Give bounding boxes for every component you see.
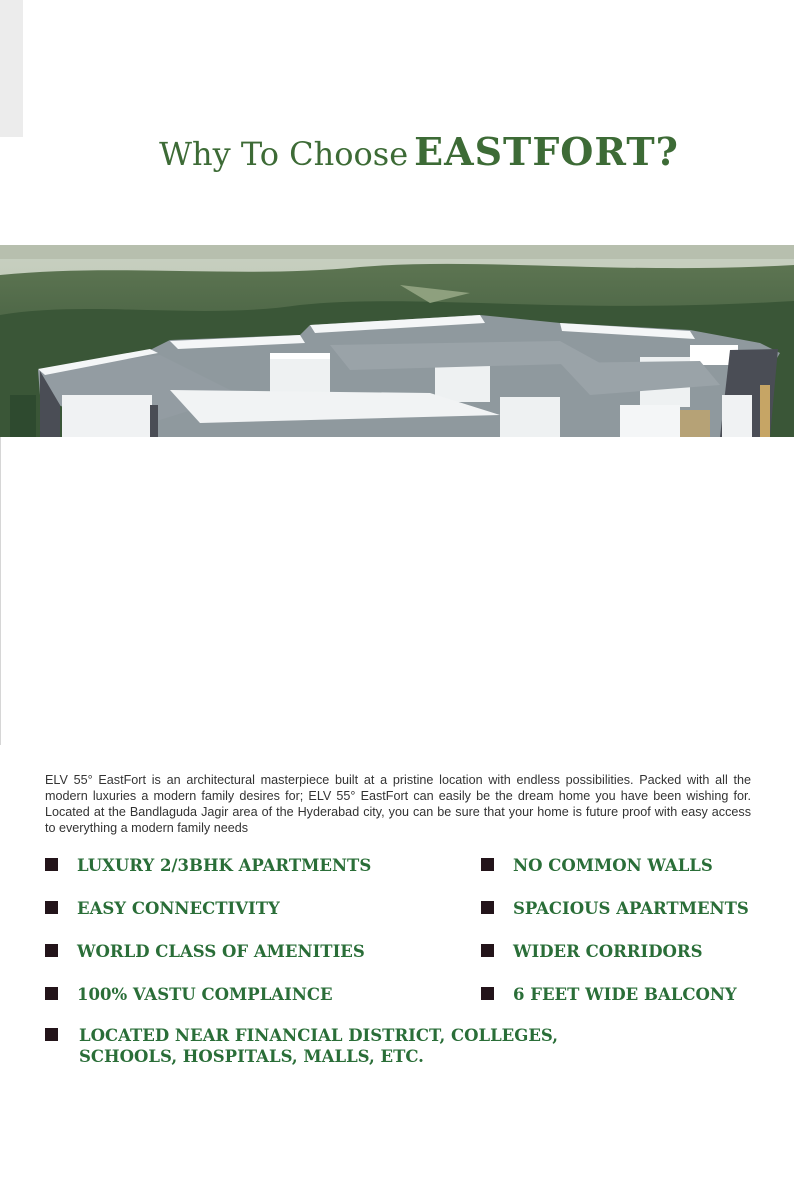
square-bullet-icon [45,1028,58,1041]
feature-label: 6 FEET WIDE BALCONY [513,985,737,1004]
feature-item [45,898,280,919]
square-bullet-icon [481,987,494,1000]
feature-item [45,984,333,1005]
project-description: ELV 55° EastFort is an architectural masterpiece built at a pristine location with endless possibilities. Packed with all the modern luxuries a modern family desires for; ELV 55° EastFort can easily be the dream home you have been wishing for. Located at the Bandlaguda Jagir area of the Hyderabad city, you can be sure that your home is future proof with easy access to everything a modern family needs [45,772,751,836]
feature-label: WORLD CLASS OF AMENITIES [77,942,365,961]
feature-label: LOCATED NEAR FINANCIAL DISTRICT, COLLEGES, SCHOOLS, HOSPITALS, MALLS, ETC. [79,1026,558,1066]
feature-item [481,898,749,919]
square-bullet-icon [45,987,58,1000]
title-prefix: Why To Choose [159,135,409,174]
feature-item [481,941,703,962]
corner-tab [0,0,23,137]
square-bullet-icon [481,858,494,871]
feature-label: WIDER CORRIDORS [513,942,703,961]
feature-item-location [45,1025,639,1067]
aerial-building-rendering-image [0,245,794,437]
feature-item [481,984,737,1005]
square-bullet-icon [45,901,58,914]
feature-label: SPACIOUS APARTMENTS [513,899,749,918]
square-bullet-icon [481,901,494,914]
square-bullet-icon [481,944,494,957]
hero-illustration [0,245,794,437]
feature-item [45,855,371,876]
square-bullet-icon [45,858,58,871]
feature-label: EASY CONNECTIVITY [77,899,280,918]
feature-label: NO COMMON WALLS [513,856,713,875]
square-bullet-icon [45,944,58,957]
feature-label: 100% VASTU COMPLAINCE [77,985,333,1004]
page-title [0,129,794,174]
feature-item [45,941,365,962]
feature-label: LUXURY 2/3BHK APARTMENTS [77,856,372,875]
title-brand: EASTFORT? [414,129,679,175]
feature-item [481,855,713,876]
left-divider-line [0,437,1,745]
